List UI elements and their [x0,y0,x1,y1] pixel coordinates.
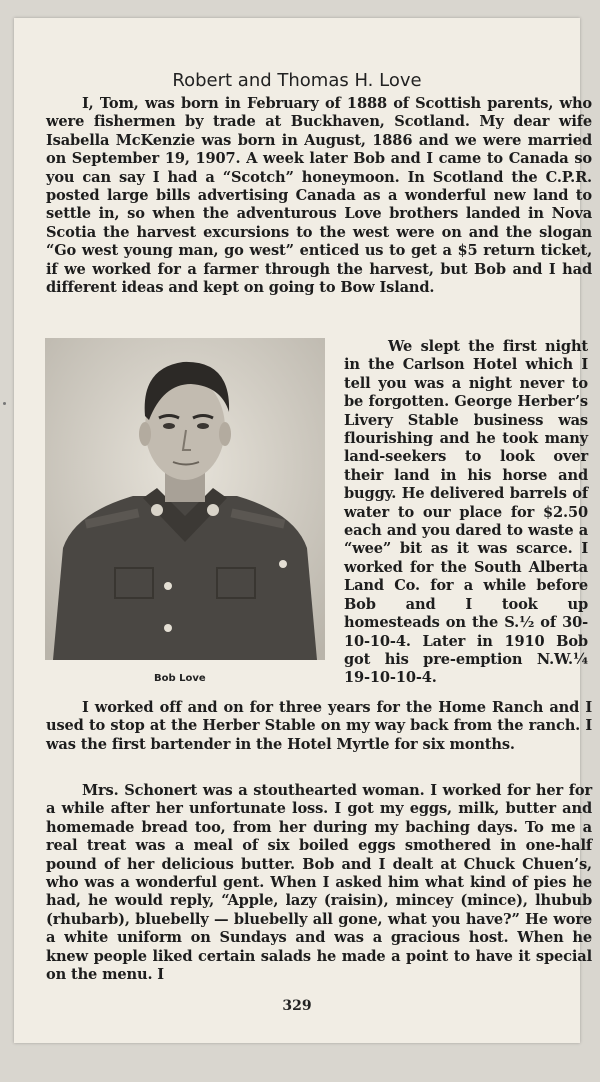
portrait-photo [45,338,325,660]
photo-caption: Bob Love [154,673,206,684]
page-number: 329 [282,998,312,1014]
page-title: Robert and Thomas H. Love [172,70,422,91]
paragraph-intro: I, Tom, was born in February of 1888 of Scottish parents, who were fishermen by trade at Buckhaven, Scotland. My dear wife Isabella McKenzie was born in August, 1886 and we were married on September 19, 1907. A week later Bob and I came to Canada so you can say I had a “Scotch” honeymoon. In Scotland the C.P.R. posted large bills advertising Canada as a wonderful new land to settle in, so when the adventurous Love brothers landed in Nova Scotia the harvest excursions to the west were on and the slogan “Go west young man, go west” enticed us to get a $5 return ticket, if we worked for a farmer through the harvest, but Bob and I had different ideas and kept on going to Bow Island. [46,95,592,297]
paragraph-carlson-hotel: We slept the first night in the Carlson Hotel which I tell you was a night never to be forgotten. George Herber’s Livery Stable business was flourishing and he took many land-seekers to look over their land in his horse and buggy. He delivered barrels of water to our place for $2.50 each and you dared to waste a “wee” bit as it was scarce. I worked for the South Alberta Land Co. for a while before Bob and I took up homesteads on the S.½ of 30-10-10-4. Later in 1910 Bob got his pre-emption N.W.¼ 19-10-10-4. [344,338,588,687]
paragraph-home-ranch: I worked off and on for three years for the Home Ranch and I used to stop at the Herber Stable on my way back from the ranch. I was the first bartender in the Hotel Myrtle for six months. [46,699,592,753]
paragraph-mrs-schonert: Mrs. Schonert was a stouthearted woman. I worked for her for a while after her unfortunate loss. I got my eggs, milk, butter and homemade bread too, from her during my baching days. To me a real treat was a meal of six boiled eggs smothered in one-half pound of her delicious butter. Bob and I dealt at Chuck Chuen’s, who was a wonderful gent. When I asked him what kind of pies he had, he would reply, “Apple, lazy (raisin), mincey (mince), lhubub (rhubarb), bluebelly — bluebelly all gone, what you have?” He wore a white uniform on Sundays and was a gracious host. When he knew people liked certain salads he made a point to have it special on the menu. I [46,782,592,984]
portrait-illustration [45,338,325,660]
scan-speck [3,402,6,405]
page [14,18,592,1043]
